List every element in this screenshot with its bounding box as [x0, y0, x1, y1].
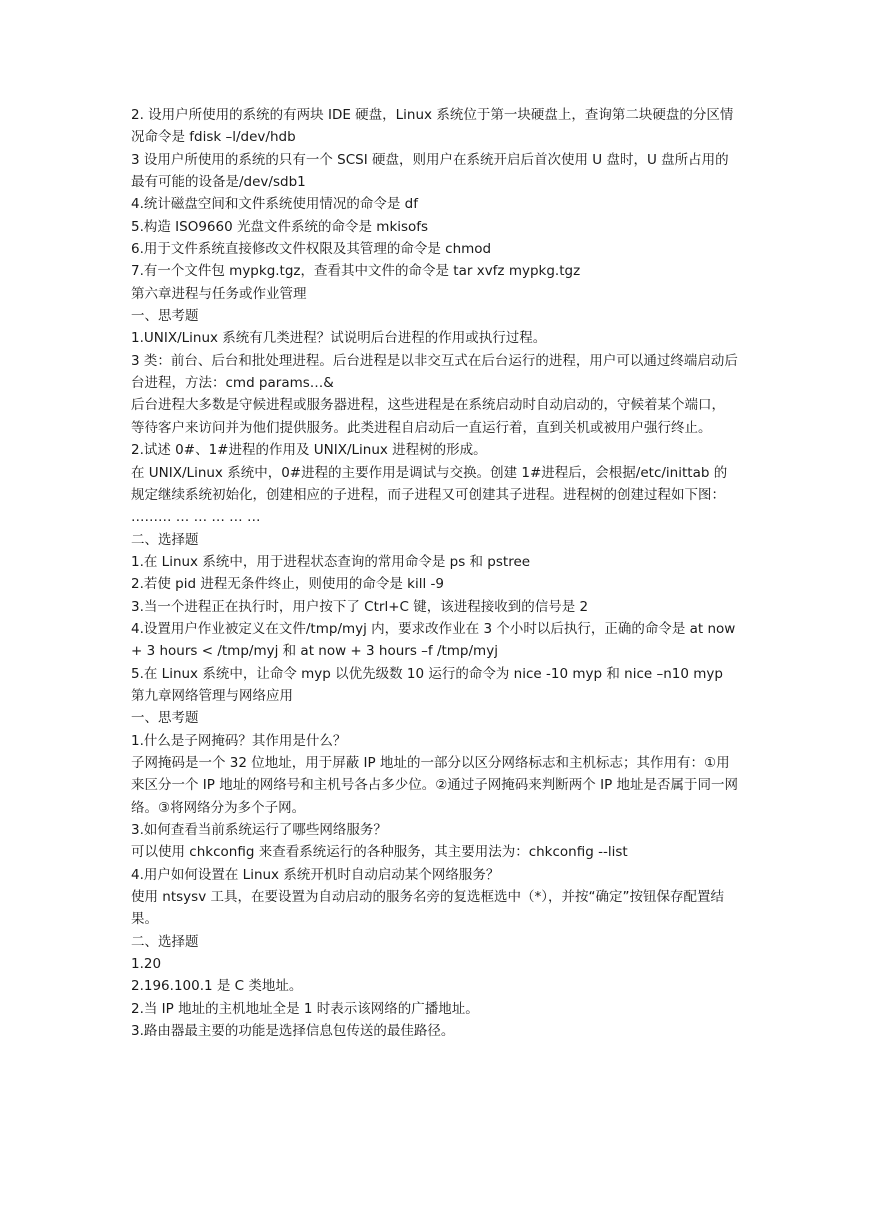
- section-heading: 一、思考题: [131, 710, 199, 727]
- answer: 可以使用 chkconfig 来查看系统运行的各种服务，其主要用法为：chkconfig --list: [131, 844, 628, 861]
- paragraph: 3.路由器最主要的功能是选择信息包传送的最佳路径。: [131, 1023, 455, 1040]
- paragraph: 2.若使 pid 进程无条件终止，则使用的命令是 kill -9: [131, 576, 444, 593]
- question: 1.什么是子网掩码？其作用是什么？: [131, 732, 347, 749]
- chapter-heading: 第六章进程与任务或作业管理: [131, 285, 307, 302]
- answer: 在 UNIX/Linux 系统中，0#进程的主要作用是调试与交换。创建 1#进程后，会根据/etc/inittab 的规定继续系统初始化，创建相应的子进程，而子进程又可创建其子进程。进程树的创建过程如下图：: [131, 464, 728, 503]
- answer: 使用 ntsysv 工具，在要设置为自动启动的服务名旁的复选框选中（*），并按“确定”按钮保存配置结果。: [131, 889, 724, 928]
- document-body: [131, 104, 738, 1042]
- section-heading: 二、选择题: [131, 933, 199, 950]
- question: 4.用户如何设置在 Linux 系统开机时自动启动某个网络服务？: [131, 866, 500, 883]
- question: 2.试述 0#、1#进程的作用及 UNIX/Linux 进程树的形成。: [131, 442, 487, 459]
- paragraph: 2.当 IP 地址的主机地址全是 1 时表示该网络的广播地址。: [131, 1000, 479, 1017]
- question: 1.UNIX/Linux 系统有几类进程？试说明后台进程的作用或执行过程。: [131, 330, 547, 347]
- paragraph: 6.用于文件系统直接修改文件权限及其管理的命令是 chmod: [131, 241, 492, 258]
- section-heading: 一、思考题: [131, 308, 199, 325]
- question: 3.如何查看当前系统运行了哪些网络服务？: [131, 822, 387, 838]
- paragraph: 7.有一个文件包 mypkg.tgz，查看其中文件的命令是 tar xvfz mypkg.tgz: [131, 263, 581, 280]
- paragraph: 5.构造 ISO9660 光盘文件系统的命令是 mkisofs: [131, 218, 429, 235]
- answer: 后台进程大多数是守候进程或服务器进程，这些进程是在系统启动时自动启动的，守候着某个端口，等待客户来访问并为他们提供服务。此类进程自启动后一直运行着，直到关机或被用户强行终止。: [131, 397, 725, 436]
- paragraph: 4.设置用户作业被定义在文件/tmp/myj 内，要求改作业在 3 个小时以后执行，正确的命令是 at now + 3 hours < /tmp/myj 和 at now + 3 hours –f /tmp/myj: [131, 620, 736, 660]
- paragraph: 2.196.100.1 是 C 类地址。: [131, 978, 303, 995]
- paragraph: 3 设用户所使用的系统的只有一个 SCSI 硬盘，则用户在系统开启后首次使用 U 盘时，U 盘所占用的最有可能的设备是/dev/sdb1: [131, 151, 729, 191]
- answer: 子网掩码是一个 32 位地址，用于屏蔽 IP 地址的一部分以区分网络标志和主机标志；其作用有：①用来区分一个 IP 地址的网络号和主机号各占多少位。②通过子网掩码来判断两个 IP 地址是否属于同一网络。③将网络分为多个子网。: [131, 754, 739, 816]
- paragraph: 5.在 Linux 系统中，让命令 myp 以优先级数 10 运行的命令为 nice -10 myp 和 nice –n10 myp: [131, 665, 723, 682]
- paragraph: 1.20: [131, 956, 162, 973]
- paragraph: 4.统计磁盘空间和文件系统使用情况的命令是 df: [131, 196, 418, 213]
- answer: 3 类：前台、后台和批处理进程。后台进程是以非交互式在后台运行的进程，用户可以通过终端启动后台进程，方法：cmd params…&: [131, 352, 738, 392]
- paragraph: 1.在 Linux 系统中，用于进程状态查询的常用命令是 ps 和 pstree: [131, 553, 531, 570]
- ellipsis-line: ……… … … … … …: [131, 509, 261, 526]
- section-heading: 二、选择题: [131, 531, 199, 548]
- paragraph: 3.当一个进程正在执行时，用户按下了 Ctrl+C 键，该进程接收到的信号是 2: [131, 598, 589, 615]
- paragraph: 2. 设用户所使用的系统的有两块 IDE 硬盘，Linux 系统位于第一块硬盘上，查询第二块硬盘的分区情况命令是 fdisk –l/dev/hdb: [131, 107, 734, 146]
- chapter-heading: 第九章网络管理与网络应用: [131, 687, 293, 704]
